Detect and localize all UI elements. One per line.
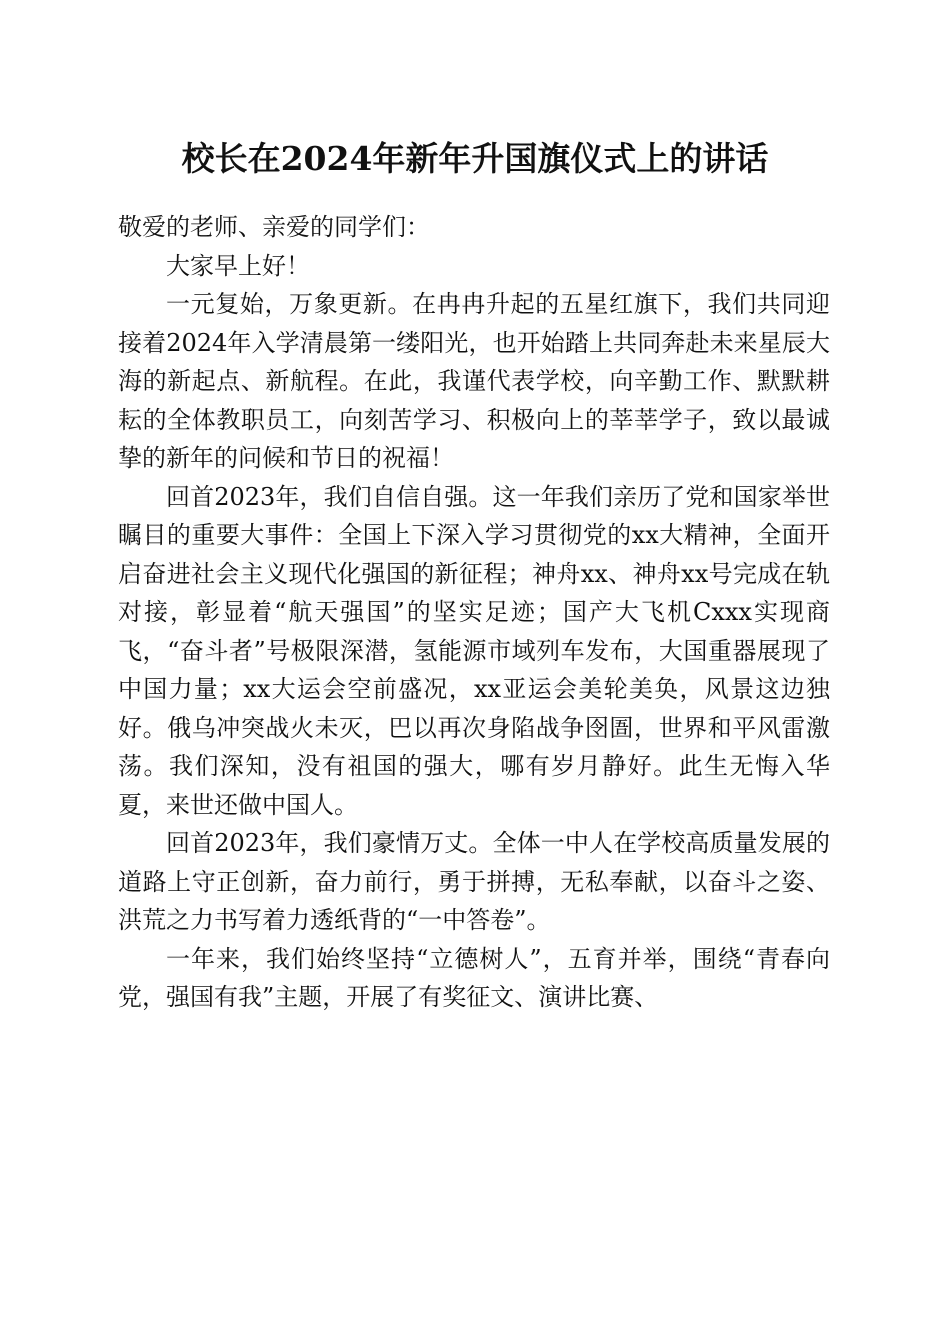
salutation: 敬爱的老师、亲爱的同学们： — [118, 213, 430, 241]
paragraph-national-events: 回首2023年，我们自信自强。这一年我们亲历了党和国家举世瞩目的重要大事件：全国上下深入学习贯彻党的xx大精神，全面开启奋进社会主义现代化强国的新征程；神舟xx、神舟xx号完成在轨对接，彰显着“航天强国”的坚实足迹；国产大飞机Cxxx实现商飞，“奋斗者”号极限深潜，氢能源市域列车发布，大国重器展现了中国力量；xx大运会空前盛况，xx亚运会美轮美奂，风景这边独好。俄乌冲突战火未灭，巴以再次身陷战争囹圄，世界和平风雷激荡。我们深知，没有祖国的强大，哪有岁月静好。此生无悔入华夏，来世还做中国人。 — [118, 482, 830, 819]
paragraph-moral-education: 一年来，我们始终坚持“立德树人”，五育并举，围绕“青春向党，强国有我”主题，开展了有奖征文、演讲比赛、 — [118, 944, 830, 1011]
paragraph-greeting: 大家早上好！ — [166, 251, 310, 280]
paragraph-school-achievements: 回首2023年，我们豪情万丈。全体一中人在学校高质量发展的道路上守正创新，奋力前行，勇于拼搏，无私奉献，以奋斗之姿、洪荒之力书写着力透纸背的“一中答卷”。 — [118, 829, 830, 934]
document-body — [118, 208, 830, 1017]
paragraph-new-year: 一元复始，万象更新。在冉冉升起的五星红旗下，我们共同迎接着2024年入学清晨第一缕阳光，也开始踏上共同奔赴未来星辰大海的新起点、新航程。在此，我谨代表学校，向辛勤工作、默默耕耘的全体教职员工，向刻苦学习、积极向上的莘莘学子，致以最诚挚的新年的问候和节日的祝福！ — [118, 290, 830, 472]
document-title: 校长在2024年新年升国旗仪式上的讲话 — [181, 139, 769, 178]
